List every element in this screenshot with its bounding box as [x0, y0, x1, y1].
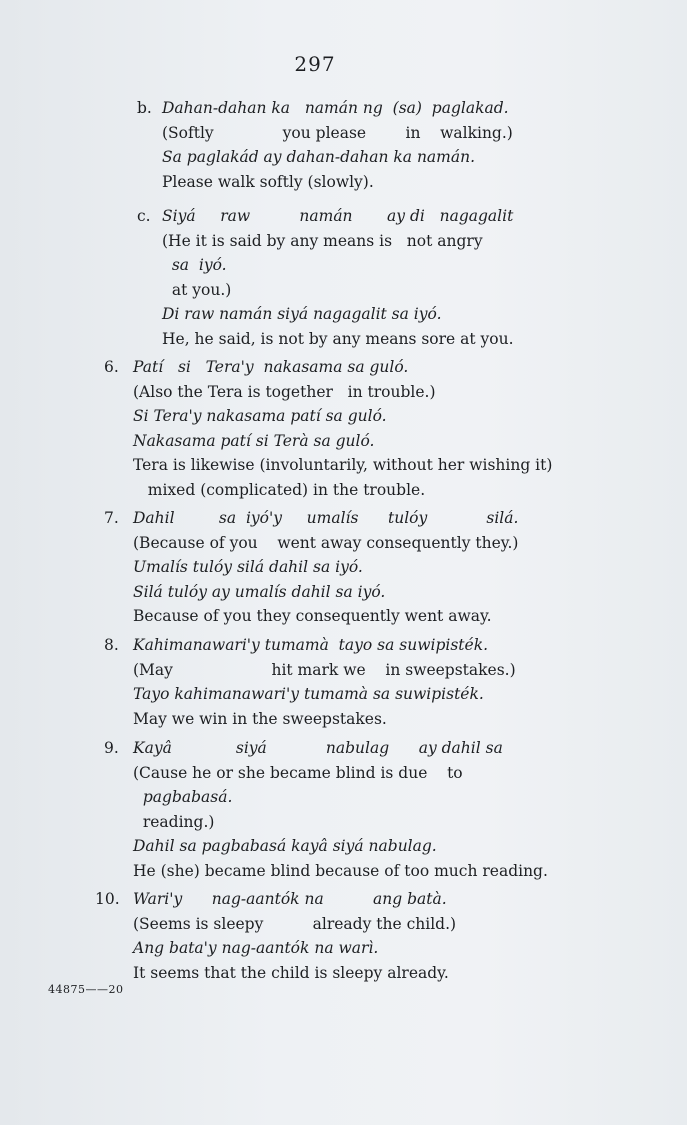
example-line: Nakasama patí si Terà sa guló.: [133, 431, 375, 450]
example-line: mixed (complicated) in the trouble.: [133, 480, 426, 499]
example-marker: 7.: [104, 509, 119, 527]
example-line: reading.): [133, 812, 215, 831]
example-line: (Also the Tera is together in trouble.): [133, 382, 436, 401]
example-line: It seems that the child is sleepy already.: [133, 963, 449, 982]
example-line: Di raw namán siyá nagagalit sa iyó.: [162, 305, 442, 323]
example-line: (Cause he or she became blind is due to: [133, 763, 463, 782]
printer-signature: 44875——20: [48, 983, 124, 996]
example-line: pagbabasá.: [133, 788, 233, 806]
example-line: (He it is said by any means is not angry: [162, 231, 483, 250]
example-line: Patí si Tera'y nakasama sa guló.: [133, 358, 409, 376]
example-line: May we win in the sweepstakes.: [133, 709, 387, 728]
example-marker: 8.: [104, 636, 119, 654]
example-line: Dahil sa pagbabasá kayâ siyá nabulag.: [133, 837, 437, 855]
example-line: at you.): [162, 280, 232, 299]
example-line: He, he said, is not by any means sore at you.: [162, 329, 514, 348]
example-line: He (she) became blind because of too much reading.: [133, 861, 548, 880]
example-marker: c.: [137, 207, 151, 225]
example-line: sa iyó.: [162, 256, 227, 274]
example-line: Tayo kahimanawari'y tumamà sa suwipisték.: [133, 685, 484, 703]
example-line: Kahimanawari'y tumamà tayo sa suwipisték.: [133, 636, 489, 654]
example-marker: 10.: [95, 890, 120, 908]
example-line: Because of you they consequently went away.: [133, 607, 492, 625]
example-line: Siyá raw namán ay di nagagalit: [162, 207, 514, 225]
example-line: Please walk softly (slowly).: [162, 172, 374, 191]
example-marker: 6.: [104, 358, 119, 376]
example-line: (May hit mark we in sweepstakes.): [133, 660, 516, 679]
example-marker: b.: [137, 99, 152, 117]
example-line: Ang bata'y nag-aantók na warì.: [133, 939, 379, 957]
example-line: Umalís tulóy silá dahil sa iyó.: [133, 558, 363, 576]
example-line: Sa paglakád ay dahan-dahan ka namán.: [162, 148, 476, 166]
example-line: (Because of you went away consequently they.): [133, 533, 519, 552]
example-line: Dahil sa iyó'y umalís tulóy silá.: [133, 509, 519, 527]
example-line: (Seems is sleepy already the child.): [133, 914, 457, 933]
example-marker: 9.: [104, 739, 119, 757]
example-line: Silá tulóy ay umalís dahil sa iyó.: [133, 582, 386, 601]
example-line: Wari'y nag-aantók na ang batà.: [133, 890, 447, 908]
example-line: Dahan-dahan ka namán ng (sa) paglakad.: [162, 99, 509, 117]
page-number: 297: [294, 52, 336, 76]
example-line: Tera is likewise (involuntarily, without her wishing it): [133, 456, 553, 474]
example-line: (Softly you please in walking.): [162, 123, 513, 142]
example-line: Kayâ siyá nabulag ay dahil sa: [133, 739, 503, 757]
example-line: Si Tera'y nakasama patí sa guló.: [133, 407, 387, 425]
